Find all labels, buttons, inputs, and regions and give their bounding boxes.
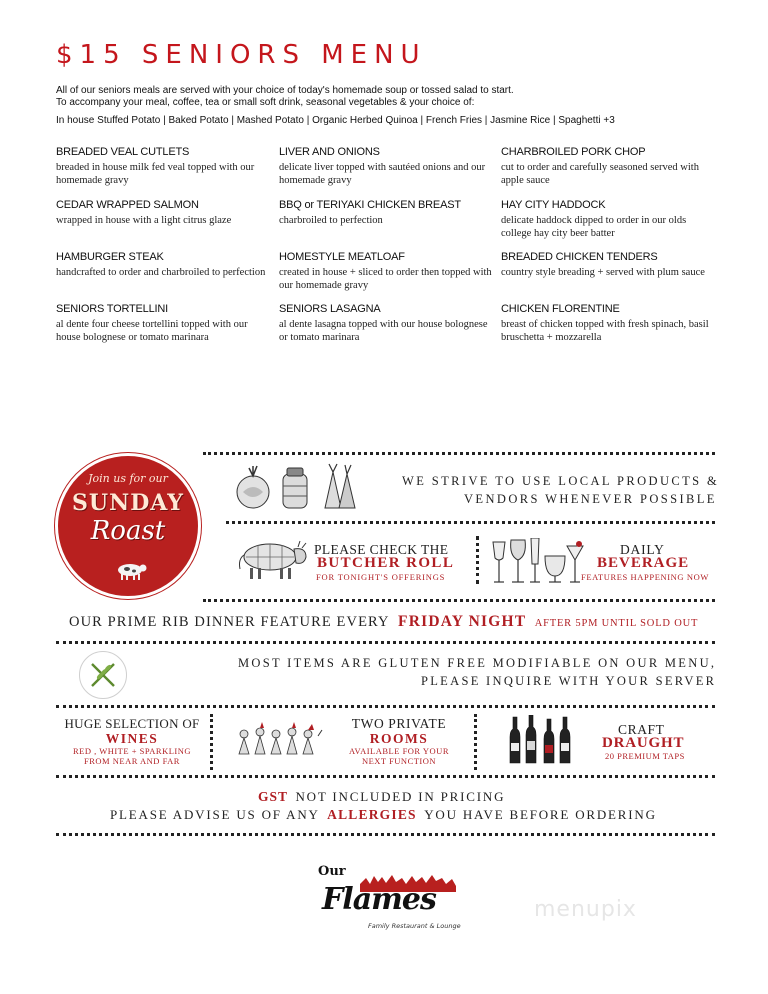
butcher-cow-icon <box>236 537 310 581</box>
item-description: charbroiled to perfection <box>279 215 383 226</box>
item-description: cut to order and carefully seasoned served with apple sauce <box>501 162 699 186</box>
rooms-line-3: AVAILABLE FOR YOUR <box>349 746 449 756</box>
intro-line-1: All of our seniors meals are served with your choice of today's homemade soup or tossed salad to start. <box>56 85 514 96</box>
butcher-line-1: PLEASE CHECK THE <box>314 542 449 557</box>
item-name: SENIORS LASAGNA <box>279 303 381 315</box>
dotted-vertical-divider <box>210 714 213 770</box>
item-name: SENIORS TORTELLINI <box>56 303 168 315</box>
wheat-crossed-icon <box>80 652 126 698</box>
allergy-notice <box>110 806 657 824</box>
beer-bottles-icon <box>506 715 576 765</box>
craft-text: CRAFT <box>618 722 665 737</box>
logo-subtitle: Family Restaurant & Lounge <box>368 922 461 930</box>
rooms-feature <box>326 716 472 766</box>
gst-notice <box>258 788 505 806</box>
beverage-text: BEVERAGE <box>597 555 690 571</box>
item-description: al dente four cheese tortellini topped with our house bolognese or tomato marinara <box>56 319 248 343</box>
local-products-line-2: VENDORS WHENEVER POSSIBLE <box>464 492 717 506</box>
daily-text: DAILY <box>620 542 665 557</box>
menu-item <box>501 146 716 187</box>
rooms-text: ROOMS <box>369 731 429 746</box>
butcher-line-3: FOR TONIGHT'S OFFERINGS <box>316 572 446 582</box>
wines-text: WINES <box>105 731 159 746</box>
dotted-divider <box>56 705 715 708</box>
beverage-sub-text: FEATURES HAPPENING NOW <box>581 572 709 582</box>
item-description: handcrafted to order and charbroiled to perfection <box>56 267 266 278</box>
sunday-text: SUNDAY <box>72 490 184 516</box>
dotted-divider <box>56 833 715 836</box>
dotted-divider <box>226 521 715 524</box>
prime-rib-pre-text: OUR PRIME RIB DINNER FEATURE EVERY <box>69 614 390 630</box>
allergy-pre-text: PLEASE ADVISE US OF ANY <box>110 807 320 822</box>
dotted-vertical-divider <box>476 536 479 584</box>
draught-sub-text: 20 PREMIUM TAPS <box>605 751 685 761</box>
watermark-text: menupix <box>534 897 637 922</box>
item-name: CEDAR WRAPPED SALMON <box>56 199 199 211</box>
menu-item <box>501 303 716 344</box>
roast-text: Roast <box>90 516 166 546</box>
menu-item <box>56 303 271 344</box>
menu-title: $15 SENIORS MENU <box>56 40 427 70</box>
menu-item <box>279 146 494 187</box>
wines-line-1: HUGE SELECTION OF <box>64 716 200 731</box>
glasses-icon <box>489 538 585 586</box>
wines-feature <box>56 716 208 766</box>
draught-text: DRAUGHT <box>602 735 685 751</box>
sunday-join-text: Join us for our <box>88 472 168 485</box>
dotted-divider <box>56 641 715 644</box>
prime-rib-post-text: AFTER 5PM UNTIL SOLD OUT <box>534 618 699 629</box>
item-description: delicate haddock dipped to order in our olds college hay city beer batter <box>501 215 687 239</box>
item-description: created in house + sliced to order then topped with our homemade gravy <box>279 267 492 291</box>
menu-item <box>279 251 494 292</box>
item-name: LIVER AND ONIONS <box>279 146 380 158</box>
logo-flames-text: Flames <box>322 882 436 917</box>
menu-item <box>279 199 494 227</box>
dotted-divider <box>56 775 715 778</box>
item-description: breast of chicken topped with fresh spinach, basil bruschetta + mozzarella <box>501 319 709 343</box>
rooms-line-1: TWO PRIVATE <box>351 716 447 731</box>
item-name: HAY CITY HADDOCK <box>501 199 606 211</box>
item-name: HAMBURGER STEAK <box>56 251 164 263</box>
item-description: al dente lasagna topped with our house bolognese or tomato marinara <box>279 319 488 343</box>
item-name: BREADED CHICKEN TENDERS <box>501 251 658 263</box>
butcher-roll-text: BUTCHER ROLL <box>317 555 455 571</box>
sides-list: In house Stuffed Potato | Baked Potato | Mashed Potato | Organic Herbed Quinoa | French Fries | Jasmine Rice | Spaghetti +3 <box>56 115 615 126</box>
item-description: wrapped in house with a light citrus glaze <box>56 215 232 226</box>
item-name: HOMESTYLE MEATLOAF <box>279 251 405 263</box>
intro-line-2: To accompany your meal, coffee, tea or small soft drink, seasonal vegetables & your choice of: <box>56 97 475 108</box>
wines-line-3: RED , WHITE + SPARKLING <box>72 746 192 756</box>
wines-line-4: FROM NEAR AND FAR <box>84 756 180 766</box>
item-name: CHARBROILED PORK CHOP <box>501 146 646 158</box>
menu-item <box>56 146 271 187</box>
menu-item <box>501 199 716 240</box>
menu-item <box>56 199 271 227</box>
logo-our-text: Our <box>318 864 346 879</box>
gluten-free-line-2: PLEASE INQUIRE WITH YOUR SERVER <box>421 674 717 688</box>
menu-item <box>279 303 494 344</box>
item-description: country style breading + served with plum sauce <box>501 267 705 278</box>
menu-item <box>56 251 271 279</box>
item-name: CHICKEN FLORENTINE <box>501 303 620 315</box>
party-people-icon <box>236 720 326 756</box>
gluten-free-badge <box>79 651 127 699</box>
rooms-line-4: NEXT FUNCTION <box>361 756 437 766</box>
gst-text: GST <box>258 789 289 804</box>
sunday-roast-badge <box>55 453 201 599</box>
item-description: breaded in house milk fed veal topped with our homemade gravy <box>56 162 255 186</box>
item-name: BREADED VEAL CUTLETS <box>56 146 190 158</box>
prime-rib-feature <box>69 613 698 631</box>
gluten-free-line-1: MOST ITEMS ARE GLUTEN FREE MODIFIABLE ON OUR MENU, <box>238 656 717 670</box>
gst-rest-text: NOT INCLUDED IN PRICING <box>295 789 506 804</box>
item-name: BBQ or TERIYAKI CHICKEN BREAST <box>279 199 461 211</box>
allergy-post-text: YOU HAVE BEFORE ORDERING <box>424 807 657 822</box>
menu-item <box>501 251 716 279</box>
dotted-divider <box>203 452 715 455</box>
cow-icon <box>113 560 149 582</box>
friday-night-text: FRIDAY NIGHT <box>398 613 527 630</box>
item-description: delicate liver topped with sautéed onions and our homemade gravy <box>279 162 486 186</box>
restaurant-logo <box>318 862 461 936</box>
vegetables-icon <box>233 462 361 514</box>
allergies-text: ALLERGIES <box>327 807 417 822</box>
dotted-vertical-divider <box>474 714 477 770</box>
local-products-line-1: WE STRIVE TO USE LOCAL PRODUCTS & <box>402 474 720 488</box>
dotted-divider <box>203 599 715 602</box>
